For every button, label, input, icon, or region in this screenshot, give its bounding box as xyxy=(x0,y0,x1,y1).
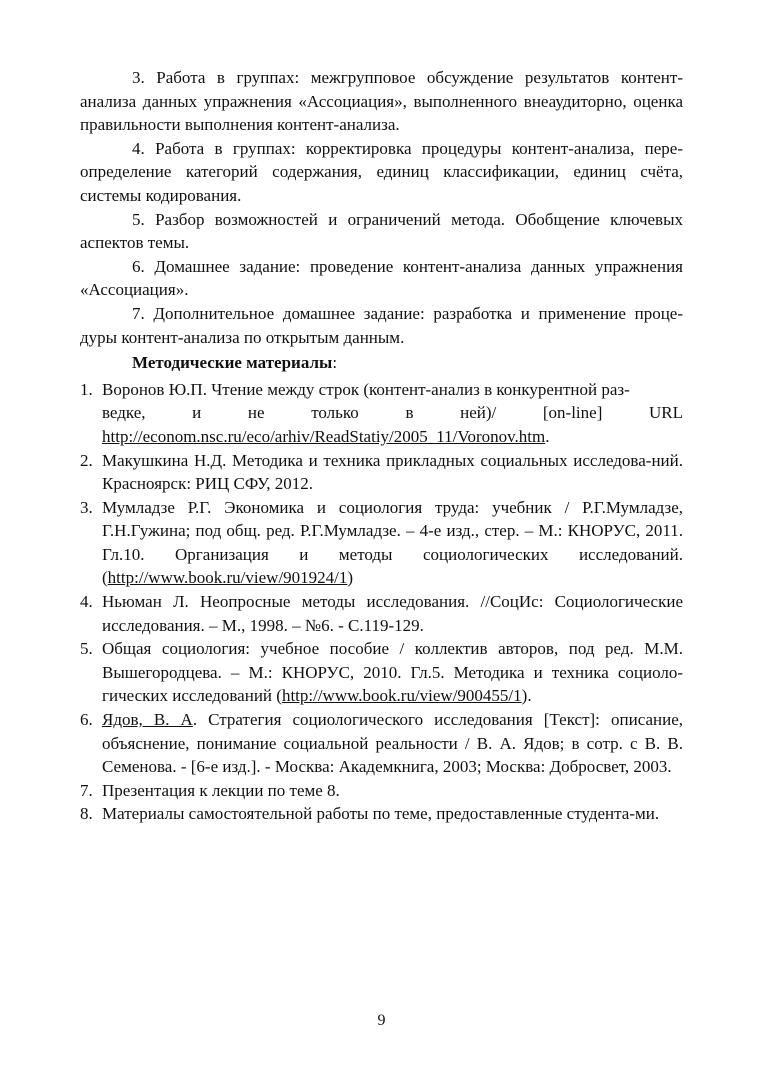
reference-number: 7. xyxy=(80,780,93,800)
reference-item-3 xyxy=(80,496,683,590)
reference-number: 8. xyxy=(80,804,93,824)
reference-author-link[interactable]: Ядов, В. А xyxy=(102,710,193,730)
reference-text: Мумладзе Р.Г. Экономика и социология труда: учебник / Р.Г.Мумладзе, Г.Н.Гужина; под общ. ред. Р.Г.Мумладзе. – 4-е изд., стер. – М.: КНОРУС, 2011. Гл.10. Организация и методы социологических исследований. xyxy=(102,497,683,564)
reference-tail: ). xyxy=(521,686,532,706)
paragraph-6: 6. Домашнее задание: проведение контент-анализа данных упражнения «Ассоциация». xyxy=(80,256,683,300)
page-body xyxy=(80,66,683,826)
reference-text: Общая социология: учебное пособие / коллектив авторов, под ред. М.М. Вышегородцева. – М.: КНОРУС, 2010. Гл.5. Методика и техника социоло-гических исследований ( xyxy=(102,639,683,706)
reference-tail: ) xyxy=(347,568,354,588)
reference-text: Макушкина Н.Д. Методика и техника прикладных социальных исследова-ний. Красноярск: РИЦ СФУ, 2012. xyxy=(102,450,683,494)
reference-number: 5. xyxy=(80,639,93,659)
page-number: 9 xyxy=(377,1012,386,1029)
paragraph-4: 4. Работа в группах: корректировка процедуры контент-анализа, пере-определение категорий содержания, единиц классификации, единиц счёта, системы кодирования. xyxy=(80,138,683,205)
section-heading xyxy=(80,351,683,375)
section-heading-colon: : xyxy=(332,353,338,373)
reference-link[interactable]: http://www.book.ru/view/900455/1 xyxy=(281,686,522,706)
reference-link[interactable]: http://econom.nsc.ru/eco/arhiv/ReadStatiy/2005_11/Voronov.htm xyxy=(102,426,546,446)
reference-text: Материалы самостоятельной работы по теме, предоставленные студента-ми. xyxy=(102,804,660,824)
paragraph-7: 7. Дополнительное домашнее задание: разработка и применение проце-дуры контент-анализа по открытым данным. xyxy=(80,303,683,347)
reference-item-1 xyxy=(80,378,683,449)
section-heading-text: Методические материалы xyxy=(132,353,333,373)
reference-item-7 xyxy=(80,779,683,803)
paragraph-3: 3. Работа в группах: межгрупповое обсуждение результатов контент-анализа данных упражнения «Ассоциация», выполненного внеаудиторно, оценка правильности выполнения контент-анализа. xyxy=(80,68,683,135)
reference-text: . Стратегия социологического исследования [Текст]: описание, объяснение, понимание социальной реальности / В. А. Ядов; в сотр. с В. В. Семенова. - [6-е изд.]. - Москва: Академкнига, 2003; Москва: Добросвет, 2003. xyxy=(102,710,683,777)
reference-item-6 xyxy=(80,708,683,779)
reference-item-8 xyxy=(80,802,683,826)
reference-number: 6. xyxy=(80,710,93,730)
reference-text: Ньюман Л. Неопросные методы исследования. //СоцИс: Социологические исследования. – М., 1998. – №6. - С.119-129. xyxy=(102,592,683,635)
paragraph-5: 5. Разбор возможностей и ограничений метода. Обобщение ключевых аспектов темы. xyxy=(80,209,683,253)
reference-item-4 xyxy=(80,590,683,637)
reference-tail: . xyxy=(545,426,550,446)
reference-text: Презентация к лекции по теме 8. xyxy=(102,780,340,800)
reference-text: Воронов Ю.П. Чтение между строк (контент-анализ в конкурентной раз- xyxy=(102,379,630,399)
reference-number: 3. xyxy=(80,497,93,517)
reference-item-5 xyxy=(80,637,683,708)
reference-pre: ( xyxy=(102,568,108,588)
reference-number: 2. xyxy=(80,450,93,470)
reference-number: 4. xyxy=(80,592,93,612)
references-list xyxy=(80,378,683,826)
reference-text-line2: ведке, и не только в ней)/ [on-line] URL xyxy=(102,403,683,423)
reference-number: 1. xyxy=(80,379,93,399)
reference-link[interactable]: http://www.book.ru/view/901924/1 xyxy=(107,568,348,588)
reference-item-2 xyxy=(80,449,683,496)
